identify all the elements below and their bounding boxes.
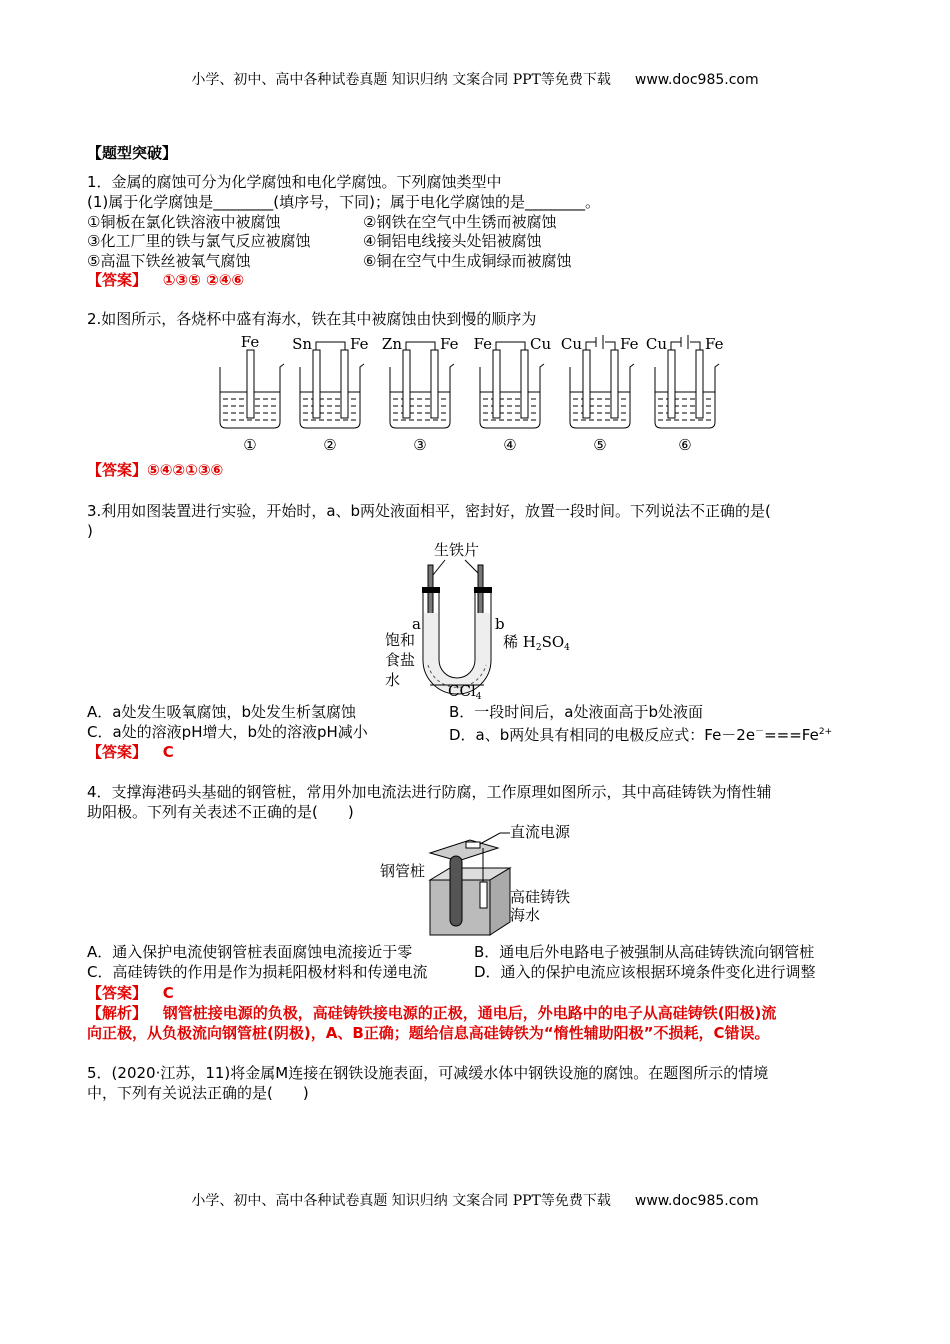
label-ccl4: CCl$_4$ [448, 682, 482, 702]
analysis-text: 钢管桩接电源的负极，高硅铸铁接电源的正极，通电后，外电路中的电子从高硅铸铁(阳极)流 [162, 1004, 777, 1022]
electrode-label: Cu [530, 335, 552, 353]
q3-answer [87, 742, 174, 762]
beaker-number: ⑥ [678, 436, 692, 454]
beaker-outline [570, 364, 634, 428]
beaker [382, 335, 459, 454]
electrode [403, 350, 410, 418]
q2-answer [87, 460, 223, 480]
q3-option-d: D．a、b两处具有相同的电极反应式：$Fe-2e^-===Fe^{2+}$ [449, 726, 833, 744]
page-footer [0, 1190, 950, 1210]
electrode [431, 350, 438, 418]
page-header [0, 69, 950, 89]
beaker [292, 335, 369, 454]
electrode-label: Fe [350, 335, 369, 353]
electrode [696, 350, 703, 418]
electrode-label: Cu [645, 335, 667, 353]
beaker-outline [655, 364, 719, 428]
label-saltwater: 饱和 [385, 631, 416, 649]
beaker-number: ⑤ [593, 436, 607, 454]
q1-option: ⑤高温下铁丝被氧气腐蚀 [87, 252, 251, 270]
answer-label: 【答案】 [87, 984, 148, 1002]
q4-stem: 4．支撑海港码头基础的钢管桩，常用外加电流法进行防腐，工作原理如图所示，其中高硅铸铁为惰性辅 [87, 783, 772, 801]
q4-answer [87, 983, 174, 1003]
beaker [220, 333, 284, 454]
q4-option-a: A．通入保护电流使钢管桩表面腐蚀电流接近于零 [87, 943, 413, 961]
section-title: 【题型突破】 [87, 144, 178, 162]
q4-analysis [87, 1003, 776, 1023]
footer-text: 小学、初中、高中各种试卷真题 知识归纳 文案合同 PPT等免费下载 [191, 1193, 611, 1209]
header-url[interactable]: www.doc985.com [634, 72, 759, 88]
q3-option-a: A．a处发生吸氧腐蚀，b处发生析氢腐蚀 [87, 703, 356, 721]
q1-option: ⑥铜在空气中生成铜绿而被腐蚀 [363, 252, 572, 270]
q1-option: ③化工厂里的铁与氯气反应被腐蚀 [87, 232, 311, 250]
electrode [493, 350, 500, 418]
q1-answer [87, 270, 244, 290]
label-seawater: 海水 [510, 906, 541, 924]
beaker-outline [300, 364, 364, 428]
beaker-outline [480, 364, 544, 428]
q3-option-c: C．a处的溶液pH增大，b处的溶液pH减小 [87, 723, 368, 741]
q4-option-c: C．高硅铸铁的作用是作为损耗阳极材料和传递电流 [87, 963, 428, 981]
electrode-label: Sn [292, 335, 312, 353]
answer-value: ①③⑤ ②④⑥ [162, 271, 245, 289]
electrode [247, 350, 254, 418]
electrode [341, 350, 348, 418]
electrode-label: Fe [620, 335, 639, 353]
beaker [474, 335, 552, 454]
answer-label: 【答案】 [87, 271, 148, 289]
q1-stem: 1．金属的腐蚀可分为化学腐蚀和电化学腐蚀。下列腐蚀类型中 [87, 173, 502, 191]
label-anode: 高硅铸铁 [510, 888, 571, 906]
electrode-label: Fe [240, 333, 260, 351]
beaker-number: ③ [413, 436, 427, 454]
electrode [521, 350, 528, 418]
q4-stem: 助阳极。下列有关表述不正确的是( ) [87, 803, 354, 821]
q5-stem: 中，下列有关说法正确的是( ) [87, 1084, 309, 1102]
electrode [583, 350, 590, 418]
answer-value: C [162, 743, 174, 761]
electrode [668, 350, 675, 418]
label-steel-pile: 钢管桩 [380, 862, 426, 880]
footer-url[interactable]: www.doc985.com [634, 1193, 759, 1209]
answer-label: 【答案】 [87, 461, 148, 479]
q1-sub: (1)属于化学腐蚀是________(填序号，下同)；属于电化学腐蚀的是________。 [87, 193, 600, 211]
label-a: a [412, 615, 421, 633]
q1-option: ②钢铁在空气中生锈而被腐蚀 [363, 213, 557, 231]
answer-label: 【答案】 [87, 743, 148, 761]
q3-option-b: B．一段时间后，a处液面高于b处液面 [449, 703, 704, 721]
answer-value: C [162, 984, 174, 1002]
label-saltwater: 食盐 [385, 651, 416, 669]
beaker-number: ② [323, 436, 337, 454]
label-h2so4: 稀 $H_2SO_4$ [503, 633, 570, 653]
u-tube-diagram [370, 535, 590, 700]
electrode-label: Zn [381, 335, 402, 353]
analysis-label: 【解析】 [87, 1004, 148, 1022]
q2-stem: 2.如图所示，各烧杯中盛有海水，铁在其中被腐蚀由快到慢的顺序为 [87, 310, 537, 328]
q3-stem: 3.利用如图装置进行实验，开始时，a、b两处液面相平，密封好，放置一段时间。下列说法不正确的是( [87, 502, 771, 520]
beaker [646, 335, 724, 454]
header-text: 小学、初中、高中各种试卷真题 知识归纳 文案合同 PPT等免费下载 [191, 72, 611, 88]
q5-stem: 5．(2020·江苏，11)将金属M连接在钢铁设施表面，可减缓水体中钢铁设施的腐蚀。在题图所示的情境 [87, 1064, 769, 1082]
cathodic-protection-diagram [370, 820, 590, 940]
electrode [611, 350, 618, 418]
q1-option: ①铜板在氯化铁溶液中被腐蚀 [87, 213, 281, 231]
beaker [561, 335, 639, 454]
q4-analysis: 向正极，从负极流向钢管桩(阴极)，A、B正确；题给信息高硅铸铁为“惰性辅助阳极”不损耗，C错误。 [87, 1024, 770, 1042]
q4-option-d: D．通入的保护电流应该根据环境条件变化进行调整 [474, 963, 816, 981]
q4-option-b: B．通电后外电路电子被强制从高硅铸铁流向钢管桩 [474, 943, 815, 961]
beaker-number: ④ [503, 436, 517, 454]
label-pig-iron: 生铁片 [434, 541, 480, 559]
label-dc-power: 直流电源 [510, 823, 571, 841]
beakers-diagram [200, 330, 750, 460]
label-b: b [495, 615, 505, 633]
electrode-label: Fe [473, 335, 492, 353]
electrode [313, 350, 320, 418]
q3-stem-close: ) [87, 522, 93, 540]
answer-value: ⑤④②①③⑥ [147, 461, 224, 479]
beaker-outline [390, 364, 454, 428]
beaker-number: ① [243, 436, 257, 454]
electrode-label: Fe [440, 335, 459, 353]
electrode-label: Fe [705, 335, 724, 353]
label-saltwater: 水 [385, 671, 401, 689]
q1-option: ④铜铝电线接头处铝被腐蚀 [363, 232, 542, 250]
electrode-label: Cu [560, 335, 582, 353]
